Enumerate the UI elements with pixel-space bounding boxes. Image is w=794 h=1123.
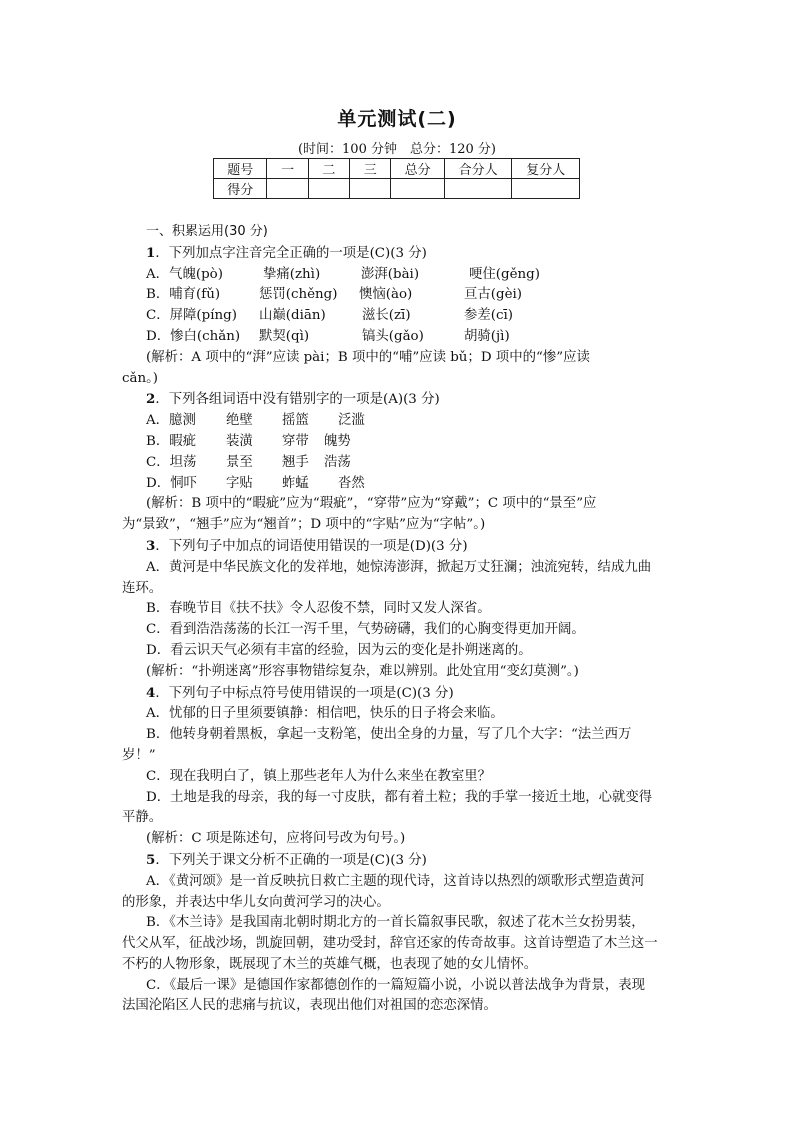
question-5 [122,850,674,872]
option-cell: D．惨白(chǎn) [146,328,241,344]
option-b: B．《木兰诗》是我国南北朝时期北方的一首长篇叙事民歌，叙述了花木兰女扮男装， [146,915,645,931]
analysis: (解析：B 项中的“暇疵”应为“瑕疵”，“穿带”应为“穿戴”；C 项中的“景至”应 [146,496,597,512]
question-2 [122,389,674,411]
option-cell: D．恫吓 [146,475,197,491]
option-b-cont: 岁！” [122,747,156,763]
option-c [122,453,674,474]
question-1 [122,243,674,265]
option-cell: 翘手 [282,454,309,470]
option-cell: 惩罚(chěng) [259,287,338,303]
exam-info: (时间：100 分钟 总分：120 分) [297,142,497,157]
question-number: 1 [146,244,156,261]
option-a-cont: 的形象，并表达中华儿女向黄河学习的决心。 [122,894,390,910]
option-c: C．现在我明白了，镇上那些老年人为什么来坐在教室里？ [146,768,492,784]
option-b-cont: 不朽的人物形象，既展现了木兰的英雄气概，也表现了她的女儿情怀。 [122,956,538,972]
analysis: (解析：“扑朔迷离”形容事物错综复杂，难以辨别。此处宜用“变幻莫测”。) [146,663,579,679]
option-cell: 亘古(gèi) [464,287,523,303]
question-number: 4 [146,684,156,701]
option-cell: 参差(cī) [464,308,514,324]
analysis: (解析：A 项中的“湃”应读 pài；B 项中的“哺”应读 bǔ；D 项中的“惨”应读 [146,349,590,365]
question-4 [122,683,674,705]
score-table-score-row [214,179,580,199]
score-cell-empty [444,179,512,199]
option-b: B．春晚节目《扶不扶》令人忍俊不禁，同时又发人深省。 [146,601,491,617]
option-cell: A．气魄(pò) [146,266,223,282]
score-table-header-row [214,159,580,179]
option-cell: C．坦荡 [146,454,197,470]
analysis-cont: 为“景致”，“翘手”应为“翘首”；D 项中的“字贴”应为“字帖”。) [122,517,486,533]
option-cell: 澎湃(bài) [361,266,420,282]
option-cell: 绝壁 [226,413,253,429]
option-a: A．忧郁的日子里须要镇静：相信吧，快乐的日子将会来临。 [146,706,504,722]
option-cell: B．暇疵 [146,433,197,449]
score-cell: 三 [350,159,391,179]
score-cell: 题号 [214,159,267,179]
score-cell: 合分人 [444,159,512,179]
section-heading: 一、积累运用(30 分) [146,224,268,239]
option-c: C．看到浩浩荡荡的长江一泻千里，气势磅礴，我们的心胸变得更加开阔。 [146,622,585,638]
option-cell: 摇篮 [282,413,309,429]
option-d [122,327,674,348]
score-cell: 复分人 [512,159,580,179]
analysis-cont: cǎn。) [122,370,159,386]
option-cell: 默契(qì) [259,328,310,344]
option-cell: 山巅(diān) [259,308,326,324]
option-d: D．看云识天气必须有丰富的经验，因为云的变化是扑朔迷离的。 [146,642,532,658]
option-cell: 魄势 [324,433,351,449]
score-cell-empty [267,179,308,199]
option-b [122,432,674,453]
option-d: D．土地是我的母亲，我的每一寸皮肤，都有着土粒；我的手掌一接近土地，心就变得 [146,789,653,805]
score-table [213,158,580,199]
question-number: 3 [146,537,156,554]
option-cell: 镐头(gǎo) [362,328,424,344]
option-a: A．《黄河颂》是一首反映抗日救亡主题的现代诗，这首诗以热烈的颂歌形式塑造黄河 [146,873,645,889]
option-cell: 泛滥 [338,413,365,429]
option-cell: 哽住(gěng) [469,266,540,282]
option-cell: 沓然 [338,475,365,491]
option-a [122,411,674,432]
option-cell: 景至 [226,454,253,470]
score-cell: 二 [308,159,349,179]
option-c-cont: 法国沦陷区人民的悲痛与抗议，表现出他们对祖国的恋恋深情。 [122,998,497,1014]
option-cell: 滋长(zī) [362,308,411,324]
option-cell: 字贴 [226,475,253,491]
option-a-cont: 连环。 [122,580,163,596]
option-c [122,306,674,327]
score-cell-empty [512,179,580,199]
question-stem: ．下列加点字注音完全正确的一项是(C)(3 分) [155,245,427,261]
question-stem: ．下列各组词语中没有错别字的一项是(A)(3 分) [155,392,440,408]
option-b [122,285,674,306]
option-cell: A．臆测 [146,413,196,429]
option-d [122,474,674,495]
exam-content [122,222,674,1017]
score-cell-empty [308,179,349,199]
analysis: (解析：C 项是陈述句，应将问号改为句号。) [146,831,406,847]
score-cell: 一 [267,159,308,179]
question-stem: ．下列句子中加点的词语使用错误的一项是(D)(3 分) [155,538,468,554]
option-cell: 装潢 [226,433,253,449]
option-cell: 挚痛(zhì) [263,266,321,282]
option-a [122,265,674,286]
option-c: C．《最后一课》是德国作家都德创作的一篇短篇小说，小说以普法战争为背景，表现 [146,977,645,993]
option-cell: 懊恼(ào) [359,287,413,303]
question-number: 2 [146,391,156,408]
option-cell: C．屏障(píng) [146,308,237,324]
score-cell: 得分 [214,179,267,199]
option-cell: 浩荡 [324,454,351,470]
question-stem: ．下列句子中标点符号使用错误的一项是(C)(3 分) [155,685,454,701]
option-cell: 穿带 [282,433,309,449]
score-cell: 总分 [391,159,444,179]
page-title: 单元测试(二) [337,108,457,130]
score-cell-empty [350,179,391,199]
question-number: 5 [146,851,156,868]
score-cell-empty [391,179,444,199]
question-stem: ．下列关于课文分析不正确的一项是(C)(3 分) [155,852,427,868]
option-cell: 胡骑(jì) [464,328,510,344]
question-3 [122,536,674,558]
option-cell: 蚱蜢 [282,475,309,491]
option-a: A．黄河是中华民族文化的发祥地，她惊涛澎湃，掀起万丈狂澜；浊流宛转，结成九曲 [146,559,652,575]
option-b: B．他转身朝着黑板，拿起一支粉笔，使出全身的力量，写了几个大字：“法兰西万 [146,727,632,743]
option-b-cont: 代父从军，征战沙场，凯旋回朝，建功受封，辞官还家的传奇故事。这首诗塑造了木兰这一 [122,936,658,952]
option-cell: B．哺育(fǔ) [146,287,221,303]
option-d-cont: 平静。 [122,810,163,826]
